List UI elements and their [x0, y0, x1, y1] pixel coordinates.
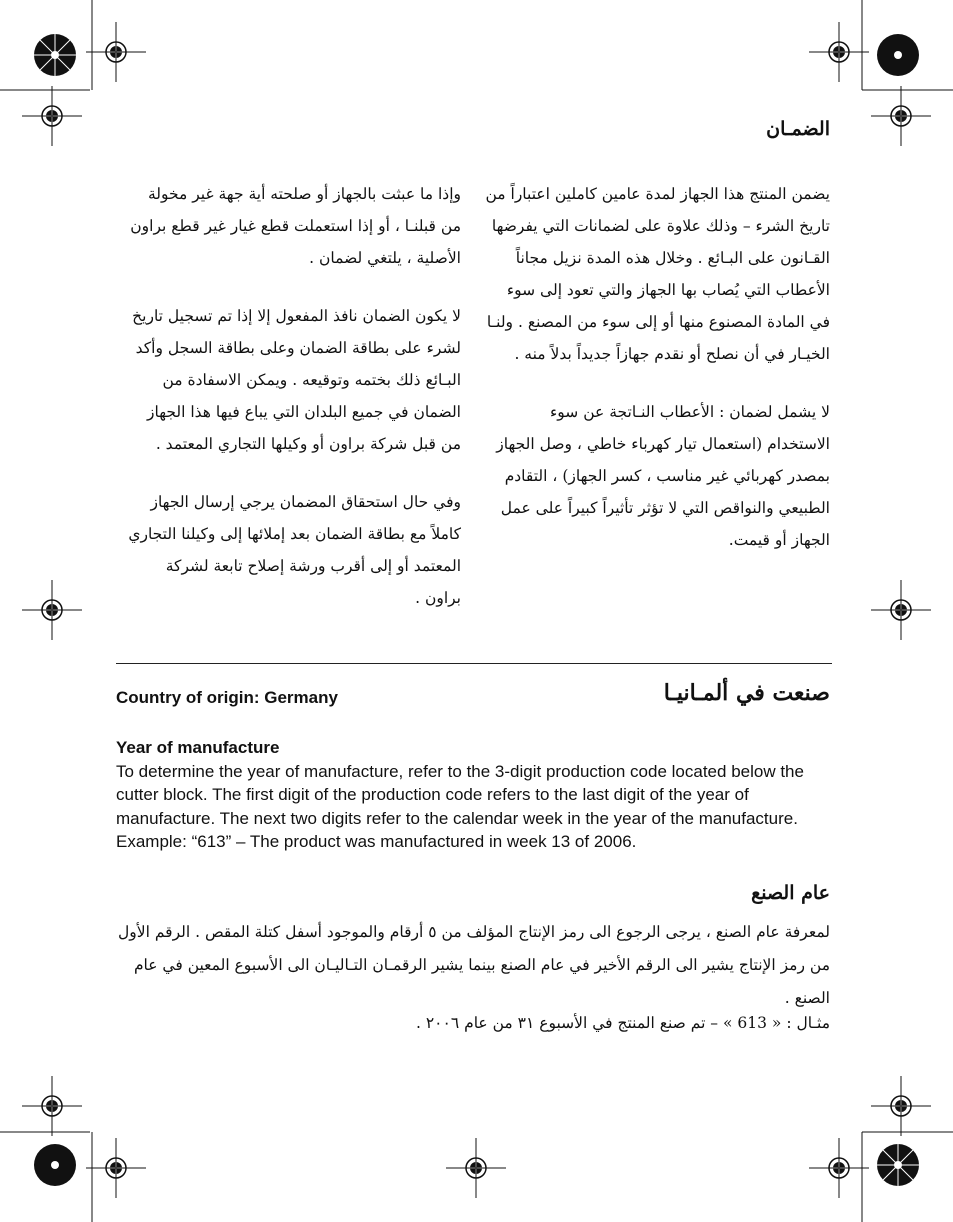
year-of-manufacture-body: To determine the year of manufacture, refer to the 3-digit production code located below the cutter block. The first digit of the production code refers to the last digit of the year of manufacture. The next two digits refer to the calendar week in the year of the manufacture.	[116, 761, 804, 828]
arabic-year-title: عام الصنع	[751, 882, 830, 904]
arabic-year-body: لمعرفة عام الصنع ، يرجى الرجوع الى رمز الإنتاج المؤلف من ٥ أرقام والموجود أسفل كتلة المقص . الرقم الأول من رمز الإنتاج يشير الى الرقم الأخير في عام الصنع بينما يشير الرقمـان التـاليـان الى الأسبوع المعين في عام الصنع .	[118, 923, 830, 1007]
section-divider	[116, 663, 832, 664]
year-of-manufacture-example: Example: “613” – The product was manufactured in week 13 of 2006.	[116, 832, 637, 851]
warranty-title: الضمـان	[766, 118, 830, 140]
warranty-paragraph: يضمن المنتج هذا الجهاز لمدة عامين كاملين اعتباراً من تاريخ الشرء – وذلك علاوة على لضمانات التي يفرضها القـانون على البـائع . وخلال هذه المدة نزيل مجاناً الأعطاب التي يُصاب بها الجهاز والتي تعود إلى سوء في المادة المصنوع منها أو إلى سوء من المصنع . ولنـا الخيـار في أن نصلح أو نقدم جهازاً جديداً بدلاً منه .	[485, 185, 830, 363]
arabic-year-example: مثـال : « 613 » – تم صنع المنتج في الأسبوع ٣١ من عام ٢٠٠٦ .	[416, 1014, 830, 1032]
warranty-right-column	[485, 178, 830, 582]
country-of-origin-english: Country of origin: Germany	[116, 688, 338, 707]
year-of-manufacture-title: Year of manufacture	[116, 738, 280, 757]
warranty-paragraph: لا يكون الضمان نافذ المفعول إلا إذا تم تسجيل تاريخ لشرء على بطاقة الضمان وعلى بطاقة السجل وأكد البـائع ذلك بختمه وتوقيعه . ويمكن الاسفادة من الضمان في جميع البلدان التي يباع فيها هذا الجهاز من قبل شركة براون أو وكيلها التجاري المعتمد .	[132, 307, 461, 453]
warranty-paragraph: وإذا ما عبثت بالجهاز أو صلحته أية جهة غير مخولة من قبلنـا ، أو إذا استعملت قطع غيار غير قطع براون الأصلية ، يلتغي لضمان .	[130, 185, 461, 267]
country-of-origin-arabic: صنعت في ألمـانيـا	[663, 680, 830, 706]
warranty-left-column	[126, 178, 461, 640]
warranty-paragraph: لا يشمل لضمان : الأعطاب النـاتجة عن سوء الاستخدام (استعمال تيار كهرباء خاطي ، وصل الجهاز بمصدر كهربائي غير مناسب ، كسر الجهاز) ، التقادم الطبيعي والنواقص التي لا تؤثر تأثيراً كبيراً على عمل الجهاز أو قيمت.	[496, 403, 830, 549]
year-of-manufacture-section	[116, 736, 832, 854]
warranty-paragraph: وفي حال استحقاق المضمان يرجي إرسال الجهاز كاملاً مع بطاقة الضمان بعد إملائها إلى وكيلنا التجاري المعتمد أو إلى أقرب ورشة إصلاح تابعة لشركة براون .	[128, 493, 461, 607]
